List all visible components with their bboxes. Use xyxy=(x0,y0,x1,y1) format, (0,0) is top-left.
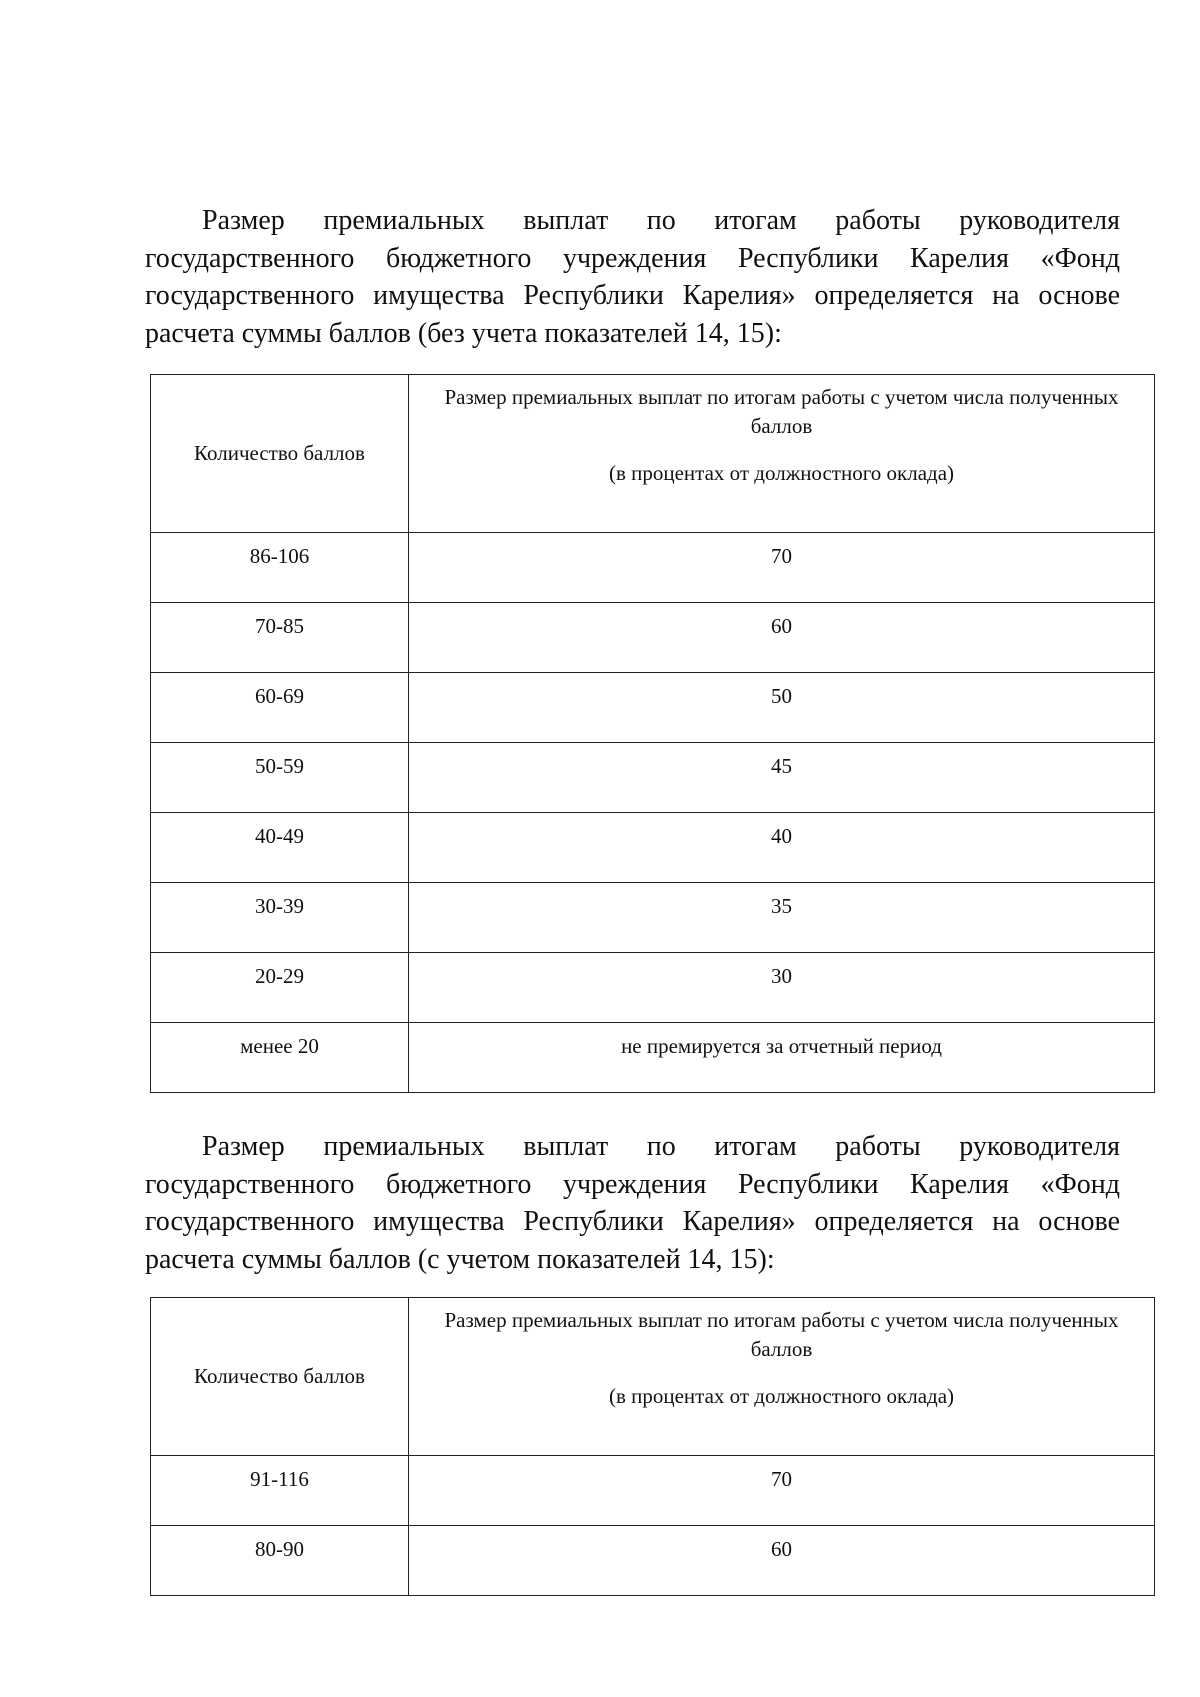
table-row xyxy=(151,883,1155,953)
table-header-row xyxy=(151,375,1155,533)
table-row xyxy=(151,813,1155,883)
table-row xyxy=(151,673,1155,743)
table-row xyxy=(151,1456,1155,1526)
header-points: Количество баллов xyxy=(151,375,409,533)
table-row xyxy=(151,1023,1155,1093)
table-row xyxy=(151,1526,1155,1596)
points-cell: 91-116 xyxy=(151,1456,409,1526)
points-cell: 86-106 xyxy=(151,533,409,603)
percent-cell: 30 xyxy=(409,953,1155,1023)
points-cell: 40-49 xyxy=(151,813,409,883)
table-row xyxy=(151,743,1155,813)
table-row xyxy=(151,603,1155,673)
header-bonus-main: Размер премиальных выплат по итогам работы с учетом числа полученных баллов xyxy=(444,385,1119,438)
points-cell: 30-39 xyxy=(151,883,409,953)
percent-cell: не премируется за отчетный период xyxy=(409,1023,1155,1093)
points-cell: 60-69 xyxy=(151,673,409,743)
percent-cell: 40 xyxy=(409,813,1155,883)
header-bonus-sub: (в процентах от должностного оклада) xyxy=(608,461,955,485)
header-bonus-sub: (в процентах от должностного оклада) xyxy=(608,1384,955,1408)
header-bonus-size xyxy=(409,375,1155,533)
header-points: Количество баллов xyxy=(151,1298,409,1456)
percent-cell: 60 xyxy=(409,603,1155,673)
bonus-table-with-indicators xyxy=(150,1297,1155,1596)
percent-cell: 70 xyxy=(409,1456,1155,1526)
percent-cell: 35 xyxy=(409,883,1155,953)
percent-cell: 70 xyxy=(409,533,1155,603)
points-cell: 80-90 xyxy=(151,1526,409,1596)
percent-cell: 60 xyxy=(409,1526,1155,1596)
bonus-table-without-indicators xyxy=(150,374,1155,1093)
points-cell: менее 20 xyxy=(151,1023,409,1093)
table-row xyxy=(151,953,1155,1023)
points-cell: 20-29 xyxy=(151,953,409,1023)
percent-cell: 45 xyxy=(409,743,1155,813)
paragraph-without-indicators: Размер премиальных выплат по итогам работы руководителя государственного бюджетного учреждения Республики Карелия «Фонд государственного имущества Республики Карелия» определяется на основе расчета суммы баллов (без учета показателей 14, 15): xyxy=(145,205,1120,349)
header-bonus-main: Размер премиальных выплат по итогам работы с учетом числа полученных баллов xyxy=(444,1308,1119,1361)
percent-cell: 50 xyxy=(409,673,1155,743)
table-header-row xyxy=(151,1298,1155,1456)
paragraph-with-indicators: Размер премиальных выплат по итогам работы руководителя государственного бюджетного учреждения Республики Карелия «Фонд государственного имущества Республики Карелия» определяется на основе расчета суммы баллов (с учетом показателей 14, 15): xyxy=(145,1131,1120,1275)
points-cell: 70-85 xyxy=(151,603,409,673)
points-cell: 50-59 xyxy=(151,743,409,813)
table-row xyxy=(151,533,1155,603)
header-bonus-size xyxy=(409,1298,1155,1456)
